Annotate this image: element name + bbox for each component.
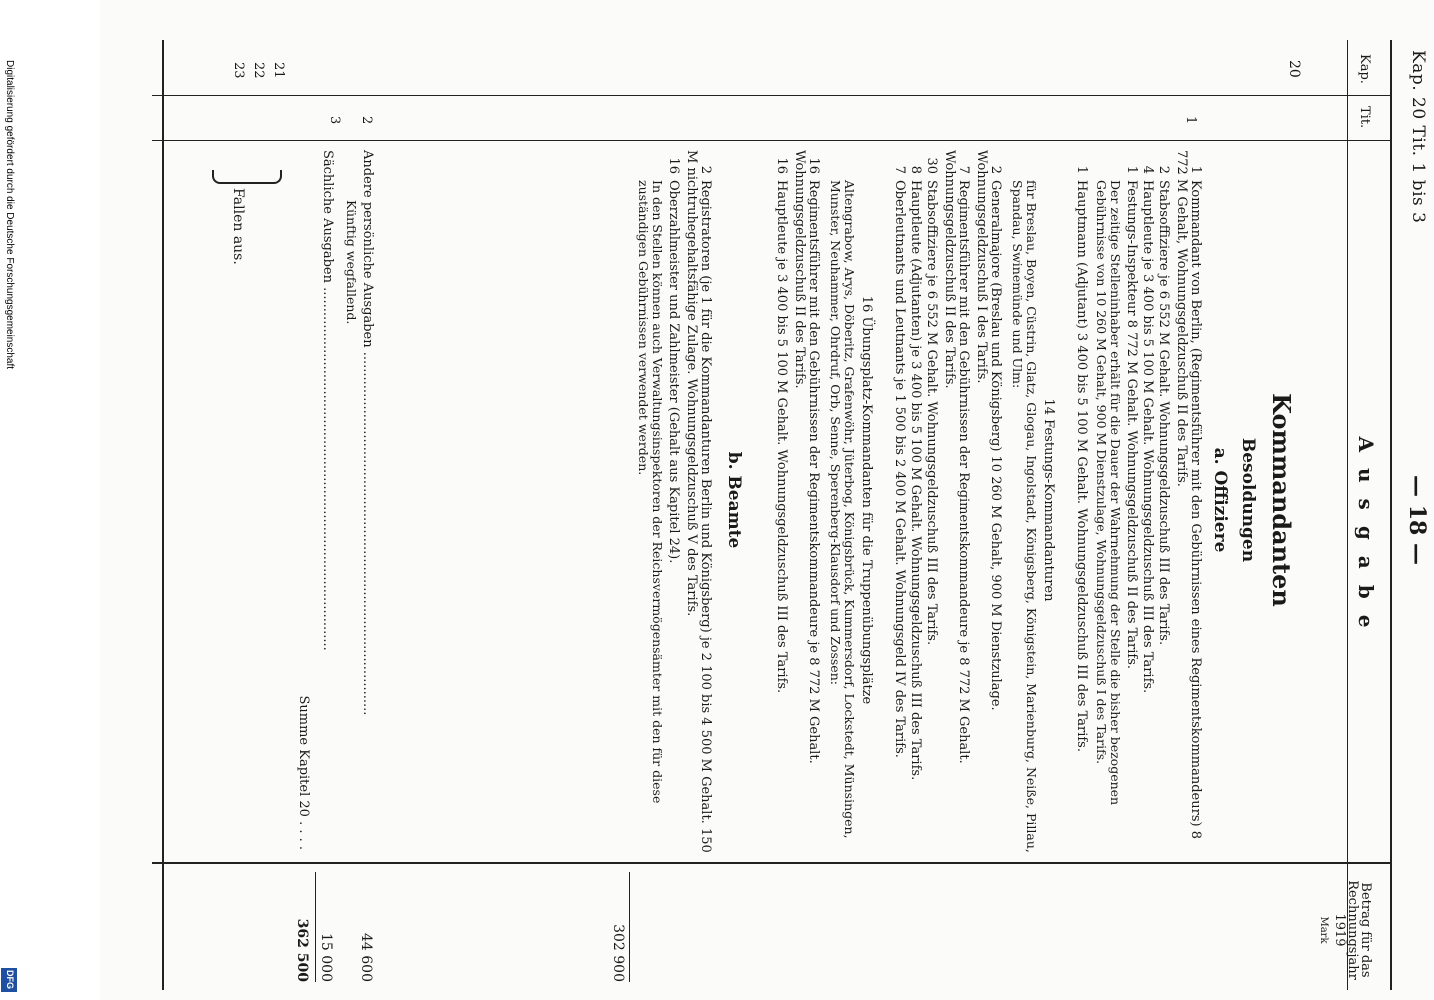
item-note: Der zeitige Stelleninhaber erhält für die Dauer der Wahrnehmung der Stelle die bisher bezogenen Gebührnisse von 10 260 M Gehalt, 900 M Dienstzulage, Wohnungsgeldzuschuß I des Tarifs. <box>1094 180 1123 806</box>
titel-number-21: 21 <box>271 62 286 79</box>
item-note: Künftig wegfallend. <box>344 200 359 325</box>
list-item <box>974 150 1002 860</box>
item-quantity: 4 <box>1140 165 1155 174</box>
item-quantity: 30 <box>924 157 939 174</box>
item-quantity: 1 <box>1188 165 1203 174</box>
item-quantity: 7 <box>956 165 971 174</box>
dfg-logo <box>1 968 17 992</box>
kap-column-header: Kap. <box>1357 54 1372 84</box>
item-quantity: 1 <box>1124 165 1139 174</box>
footer-credit: Digitalisierung gefördert durch die Deutsche Forschungsgemeinschaft <box>4 60 15 370</box>
running-head: Kap. 20 Tit. 1 bis 3 <box>1408 50 1428 224</box>
sum-line: Summe Kapitel 20 . . . . <box>296 695 311 850</box>
dfg-logo-text: DFG <box>5 970 15 989</box>
item-text: Registratoren (je 1 für die Kommandanturen Berlin und Königsberg) je 2 100 bis 4 500 M Gehalt. 150 M nichtruhegehaltsfähige Zulage. Wohnungsgeldzuschuß V des Tarifs. <box>684 150 713 853</box>
sum-label: Summe Kapitel 20 <box>296 695 311 817</box>
tit-column-rule <box>152 140 1392 141</box>
item-text: Stabsoffiziere je 6 552 M Gehalt. Wohnungsgeldzuschuß III des Tarifs. <box>924 180 939 646</box>
list-item <box>774 150 788 860</box>
list-item <box>1074 150 1088 860</box>
chapter-title: Kommandanten <box>1267 393 1296 607</box>
item-text: Hauptmann (Adjutant) 3 400 bis 5 100 M Gehalt. Wohnungsgeldzuschuß III des Tarifs. <box>1074 180 1089 752</box>
kap-column-rule <box>152 95 1392 96</box>
item-quantity: 16 <box>774 157 789 174</box>
subtotal-rule <box>629 872 630 982</box>
item-quantity: 2 <box>698 165 713 174</box>
titel-number-22: 22 <box>251 62 266 79</box>
item-text: Sächliche Ausgaben <box>320 150 335 283</box>
uebung-list: Altengrabow, Arys, Döberitz, Grafenwöhr, Jüterbog, Königsbrück, Kummersdorf, Lockstedt, Münsingen, Munster, Neuhammer, Ohrdruf, Orb, Senne, Sperenberg-Klausdorf und Zossen: <box>828 180 857 839</box>
list-item <box>1174 150 1202 860</box>
item-text: Oberleutnants und Leutnants je 1 500 bis 2 400 M Gehalt. Wohnungsgeld IV des Tarifs. <box>892 180 907 758</box>
titel-number-3: 3 <box>327 116 342 125</box>
footer-credit-wrap <box>1 60 17 920</box>
list-item <box>942 150 970 860</box>
list-item <box>666 150 680 860</box>
item-text: Regimentsführer mit den Gebührnissen der Regimentskommandeure je 8 772 M Gehalt. Wohnungsgeldzuschuß II des Tarifs. <box>942 150 971 764</box>
amount-column-rule <box>152 862 1392 864</box>
titel-number-1: 1 <box>1183 116 1198 125</box>
fallen-aus-note: Fallen aus. <box>230 188 246 265</box>
item-text: Hauptleute je 3 400 bis 5 100 M Gehalt. Wohnungsgeldzuschuß III des Tarifs. <box>774 180 789 694</box>
titel-number-23: 23 <box>231 62 246 79</box>
amount-titel-1: 302 900 <box>610 924 626 982</box>
item-text: Andere persönliche Ausgaben <box>360 150 375 348</box>
item-text: Hauptleute (Adjutanten) je 3 400 bis 5 100 M Gehalt. Wohnungsgeldzuschuß III des Tarifs. <box>908 180 923 781</box>
list-item <box>892 150 906 860</box>
footer-strip <box>0 0 18 1000</box>
item-quantity: 2 <box>988 165 1003 174</box>
betrag-column-header <box>1317 870 1372 990</box>
list-item <box>1124 150 1138 860</box>
amount-titel-2: 44 600 <box>358 933 374 982</box>
kapitel-number: 20 <box>1286 60 1302 78</box>
list-item <box>792 150 820 860</box>
item-text: Festungs-Inspekteur 8 772 M Gehalt. Wohnungsgeldzuschuß II des Tarifs. <box>1124 180 1139 670</box>
list-item: Andere persönliche Ausgaben ........................................................................................ <box>360 150 375 716</box>
list-item <box>684 150 712 860</box>
amount-total: 362 500 <box>294 918 310 982</box>
table-bottom-rule <box>162 40 164 990</box>
list-item <box>924 150 938 860</box>
item-quantity: 7 <box>892 165 907 174</box>
subsection-offiziere: a. Offiziere <box>1210 447 1230 553</box>
total-rule <box>315 872 316 982</box>
item-text: Stabsoffiziere je 6 552 M Gehalt. Wohnungsgeldzuschuß III des Tarifs. <box>1156 180 1171 646</box>
table-top-rule <box>1390 40 1392 990</box>
tit-column-header: Tit. <box>1357 106 1372 129</box>
festung-list: für Breslau, Boyen, Cüstrin, Glatz, Glogau, Ingolstadt, Königsberg, Königstein, Marienburg, Neiße, Pillau, Spandau, Swinemünde und Ulm: <box>1010 180 1039 853</box>
item-text: Generalmajore (Breslau und Königsberg) 10 260 M Gehalt, 900 M Dienstzulage. Wohnungsgeldzuschuß I des Tarifs. <box>974 150 1003 711</box>
list-item <box>1140 150 1154 860</box>
subsection-beamte: b. Beamte <box>724 451 744 549</box>
table-head-rule <box>1347 40 1348 990</box>
item-note: In den Stellen können auch Verwaltungsinspektoren der Reichsvermögensämter mit den für diese zuständigen Gebührnissen verwendet werden. <box>636 180 665 804</box>
amount-titel-3: 15 000 <box>318 933 334 982</box>
item-quantity: 2 <box>1156 165 1171 174</box>
brace <box>212 170 282 184</box>
section-subtitle: Besoldungen <box>1238 437 1258 563</box>
betrag-label: Betrag für das Rechnungsjahr 1919 <box>1332 880 1373 980</box>
item-quantity: 1 <box>1074 165 1089 174</box>
titel-number-2: 2 <box>359 116 374 125</box>
document-page <box>100 0 1434 1000</box>
item-quantity: 16 <box>806 157 821 174</box>
item-text: Oberzahlmeister und Zahlmeister (Gehalt aus Kapitel 24). <box>666 180 681 564</box>
ausgabe-column-header: Ausgabe <box>1354 436 1378 644</box>
item-quantity: 8 <box>908 165 923 174</box>
unit-label: Mark <box>1318 916 1329 944</box>
page-number: — 18 — <box>1404 475 1430 565</box>
festung-heading: 14 Festungs-Kommandanturen <box>1041 398 1056 602</box>
uebung-heading: 16 Übungsplatz-Kommandanten für die Truppenübungsplätze <box>859 295 874 705</box>
item-text: Hauptleute je 3 400 bis 5 100 M Gehalt. Wohnungsgeldzuschuß III des Tarifs. <box>1140 180 1155 694</box>
item-quantity: 16 <box>666 157 681 174</box>
list-item <box>1156 150 1170 860</box>
item-text: Kommandant von Berlin, (Regimentsführer mit den Gebührnissen eines Regimentskommandeurs) 8 772 M Gehalt, Wohnungsgeldzuschuß II des Tarifs. <box>1174 150 1203 839</box>
item-text: Regimentsführer mit den Gebührnissen der Regimentskommandeure je 8 772 M Gehalt. Wohnungsgeldzuschuß II des Tarifs. <box>792 150 821 764</box>
list-item <box>908 150 922 860</box>
list-item: Sächliche Ausgaben ........................................................................................ <box>320 150 335 651</box>
